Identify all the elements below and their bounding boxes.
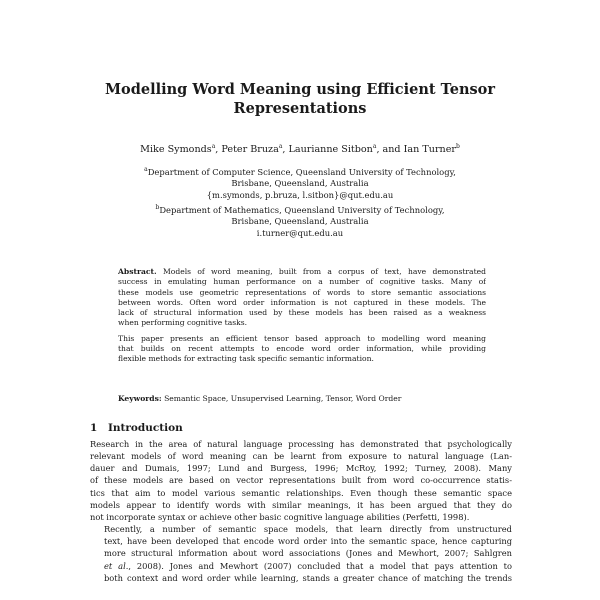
- affiliation-mark: a: [278, 143, 283, 150]
- title-line-2: Representations: [233, 100, 367, 117]
- author-name: Ian Turner: [403, 144, 456, 156]
- affiliation-a-email: {m.symonds, p.bruza, l.sitbon}@qut.edu.au: [206, 189, 394, 200]
- author-separator: , and: [376, 144, 404, 156]
- abstract: [118, 267, 486, 365]
- affiliation-b-line: $^b$Department of Mathematics, Queensland University of Technology,: [155, 203, 445, 215]
- abstract-paragraph: Abstract. Models of word meaning, built from a corpus of text, have demonstrated success in emulating human performance on a number of cognitive tasks. Many of these models use geometric representations of words to store semantic associations between words. Often word order information is not captured in these models. The lack of structural information used by these models has been raised as a weakness when performing cognitive tasks.: [118, 267, 486, 328]
- title-line-1: Modelling Word Meaning using Efficient Tensor: [104, 81, 495, 98]
- body-paragraph: Research in the area of natural language processing has demonstrated that psychologically relevant models of word meaning can be learnt from exposure to natural language (Lan- dauer and Dumais, 1997; Lund and Burgess, 1996; McRoy, 1992; Turney, 2008). Many of these models are based on vector representations built from word co-occurrence statis- tics that aim to model various semantic relationships. Even though these semantic space models appear to identify words with similar meanings, it has been argued that they do not incorporate syntax or achieve other basic cognitive language abilities (Perfetti, 1998).: [90, 439, 512, 522]
- affiliations: [80, 164, 520, 239]
- section-title: Introduction: [108, 422, 183, 434]
- abstract-label: Abstract.: [118, 267, 157, 276]
- body-paragraph: Recently, a number of semantic space models, that learn directly from unstructured text, have been developed that encode word order into the semantic space, hence capturing more structural information about word associations (Jones and Mewhort, 2007; Sahlgren et al., 2008). Jones and Mewhort (2007) concluded that a model that pays attention to both context and word order while learning, stands a greater chance of matching the trends: [104, 524, 512, 583]
- author-separator: ,: [282, 144, 289, 156]
- keywords-text: Semantic Space, Unsupervised Learning, Tensor, Word Order: [164, 394, 402, 403]
- author-name: Peter Bruza: [221, 144, 279, 156]
- body-text: [90, 438, 512, 584]
- affiliation-mark: b: [456, 143, 460, 150]
- section-heading: [90, 422, 183, 434]
- affiliation-mark: a: [372, 143, 377, 150]
- section-number: 1: [90, 422, 98, 434]
- affiliation-b-email: i.turner@qut.edu.au: [256, 227, 344, 238]
- abstract-paragraph: This paper presents an efficient tensor based approach to modelling word meaning that builds on recent attempts to encode word order information, while providing flexible methods for extracting task specific semantic information.: [118, 333, 486, 364]
- keywords: [118, 394, 486, 403]
- affiliation-mark: b: [155, 203, 160, 211]
- author-list: [60, 143, 540, 155]
- paper-title: [80, 80, 520, 118]
- author-name: Mike Symonds: [140, 144, 212, 156]
- author-separator: ,: [215, 144, 222, 156]
- author-name: Laurianne Sitbon: [288, 144, 373, 156]
- affiliation-mark: a: [211, 143, 216, 150]
- affiliation-a-line: $^a$Department of Computer Science, Queensland University of Technology,: [144, 166, 456, 177]
- affiliation-b-line: Brisbane, Queensland, Australia: [231, 215, 369, 226]
- keywords-label: Keywords:: [118, 394, 162, 403]
- affiliation-a-line: Brisbane, Queensland, Australia: [231, 178, 369, 189]
- affiliation-mark: a: [144, 166, 148, 173]
